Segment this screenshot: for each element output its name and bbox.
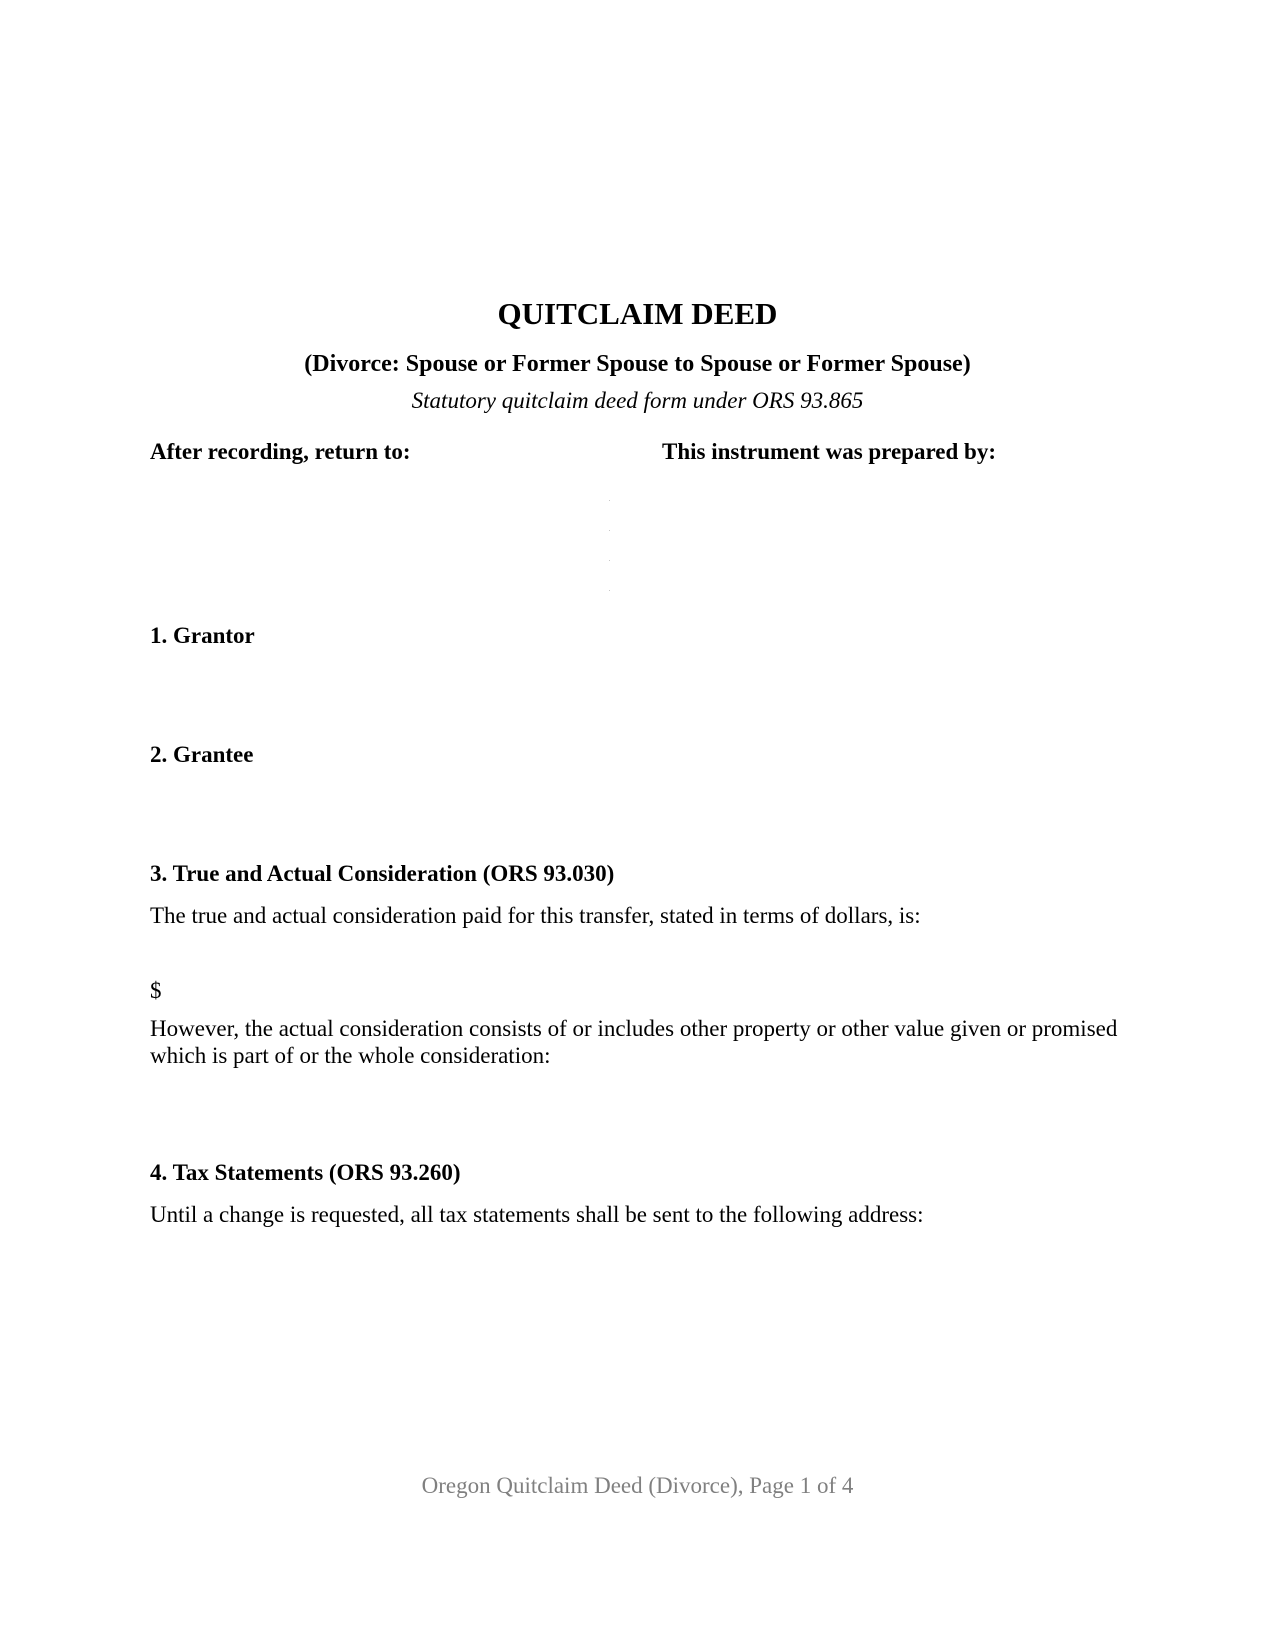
grantor-heading: 1. Grantor xyxy=(150,623,255,648)
consideration-dollar-sign: $ xyxy=(150,978,162,1003)
consideration-other-value: However, the actual consideration consists of or includes other property or other value given or promised which is part of or the whole consideration: xyxy=(150,1016,1118,1068)
tax-statements-heading: 4. Tax Statements (ORS 93.260) xyxy=(150,1160,461,1185)
consideration-intro: The true and actual consideration paid for this transfer, stated in terms of dollars, is: xyxy=(150,903,921,928)
prepared-by-label: This instrument was prepared by: xyxy=(662,439,996,464)
tax-statements-intro: Until a change is requested, all tax statements shall be sent to the following address: xyxy=(150,1202,924,1227)
page-footer: Oregon Quitclaim Deed (Divorce), Page 1 of 4 xyxy=(421,1473,854,1498)
statutory-note: Statutory quitclaim deed form under ORS 93.865 xyxy=(411,388,864,413)
document-subtitle: (Divorce: Spouse or Former Spouse to Spouse or Former Spouse) xyxy=(304,351,971,377)
return-to-label: After recording, return to: xyxy=(150,439,411,464)
consideration-heading: 3. True and Actual Consideration (ORS 93.030) xyxy=(150,861,615,886)
document-title: QUITCLAIM DEED xyxy=(497,296,778,331)
column-divider xyxy=(609,500,611,610)
grantee-heading: 2. Grantee xyxy=(150,742,254,767)
